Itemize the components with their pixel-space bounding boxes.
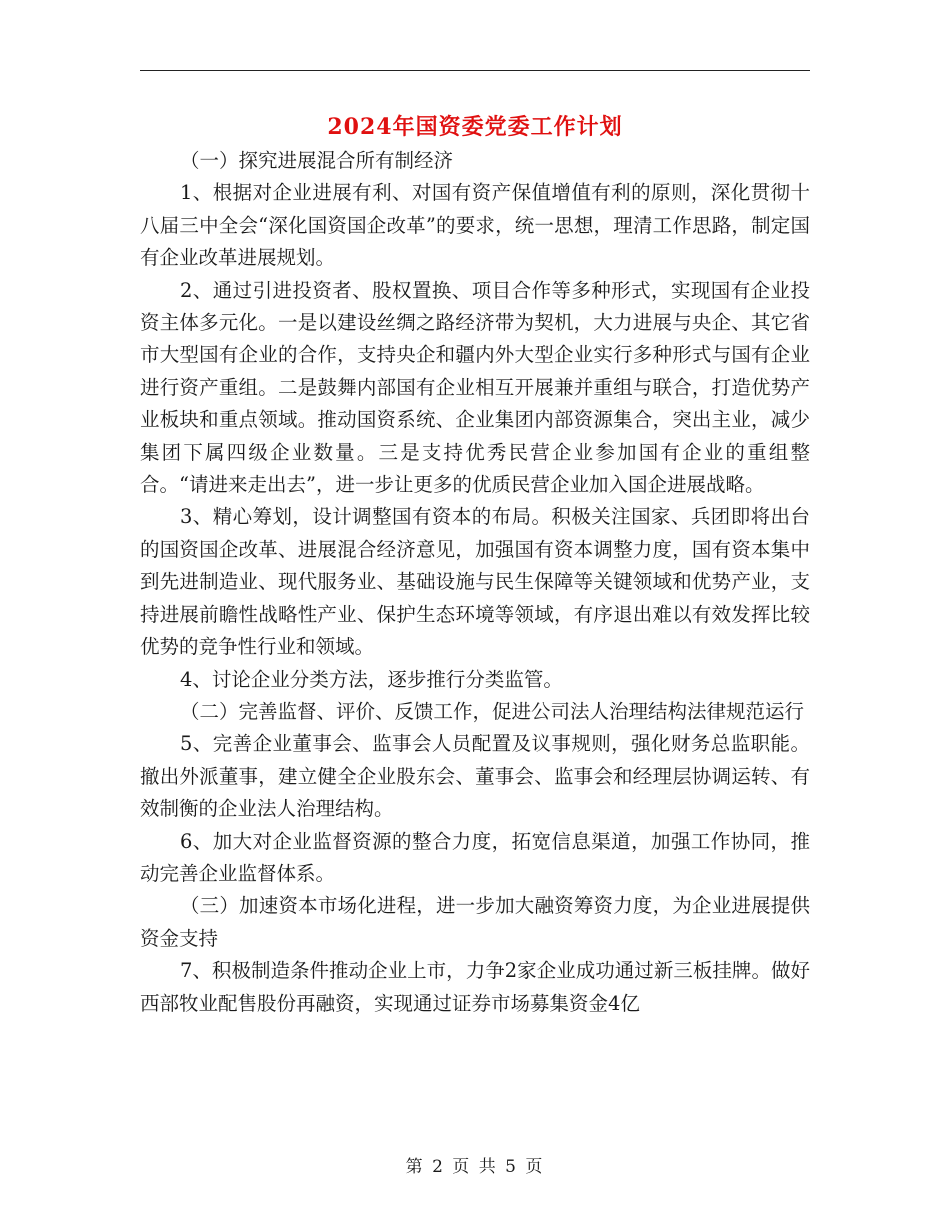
paragraph-6: 6、加大对企业监督资源的整合力度，拓宽信息渠道，加强工作协同，推动完善企业监督体系。 — [140, 829, 810, 885]
section-heading-1: （一）探究进展混合所有制经济 — [179, 149, 453, 172]
paragraph-2: 2、通过引进投资者、股权置换、项目合作等多种形式，实现国有企业投资主体多元化。一是以建设丝绸之路经济带为契机，大力进展与央企、其它省市大型国有企业的合作，支持央企和疆内外大型企业实行多种形式与国有企业进行资产重组。二是鼓舞内部国有企业相互开展兼并重组与联合，打造优势产业板块和重点领域。推动国资系统、企业集团内部资源集合，突出主业，减少集团下属四级企业数量。三是支持优秀民营企业参加国有企业的重组整合。“请进来走出去”，进一步让更多的优质民营企业加入国企进展战略。 — [140, 278, 810, 497]
page-footer: 第 2 页 共 5 页 — [405, 1157, 545, 1177]
section-heading-3: （三）加速资本市场化进程，进一步加大融资筹资力度，为企业进展提供资金支持 — [140, 894, 810, 950]
paragraph-5: 5、完善企业董事会、监事会人员配置及议事规则，强化财务总监职能。撤出外派董事，建立健全企业股东会、董事会、监事会和经理层协调运转、有效制衡的企业法人治理结构。 — [140, 732, 810, 821]
paragraph-1: 1、根据对企业进展有利、对国有资产保值增值有利的原则，深化贯彻十八届三中全会“深化国资国企改革”的要求，统一思想，理清工作思路，制定国有企业改革进展规划。 — [140, 181, 810, 270]
paragraph-3: 3、精心筹划，设计调整国有资本的布局。积极关注国家、兵团即将出台的国资国企改革、进展混合经济意见，加强国有资本调整力度，国有资本集中到先进制造业、现代服务业、基础设施与民生保障等关键领域和优势产业，支持进展前瞻性战略性产业、保护生态环境等领域，有序退出难以有效发挥比较优势的竞争性行业和领域。 — [140, 505, 810, 659]
paragraph-4: 4、讨论企业分类方法，逐步推行分类监管。 — [179, 667, 563, 691]
paragraph-7: 7、积极制造条件推动企业上市，力争2家企业成功通过新三板挂牌。做好西部牧业配售股份再融资，实现通过证券市场募集资金4亿 — [140, 959, 810, 1015]
header-rule — [140, 70, 810, 71]
document-title: 2024年国资委党委工作计划 — [327, 114, 623, 140]
document-body — [140, 145, 810, 1020]
section-heading-2: （二）完善监督、评价、反馈工作，促进公司法人治理结构法律规范运行 — [179, 699, 804, 723]
